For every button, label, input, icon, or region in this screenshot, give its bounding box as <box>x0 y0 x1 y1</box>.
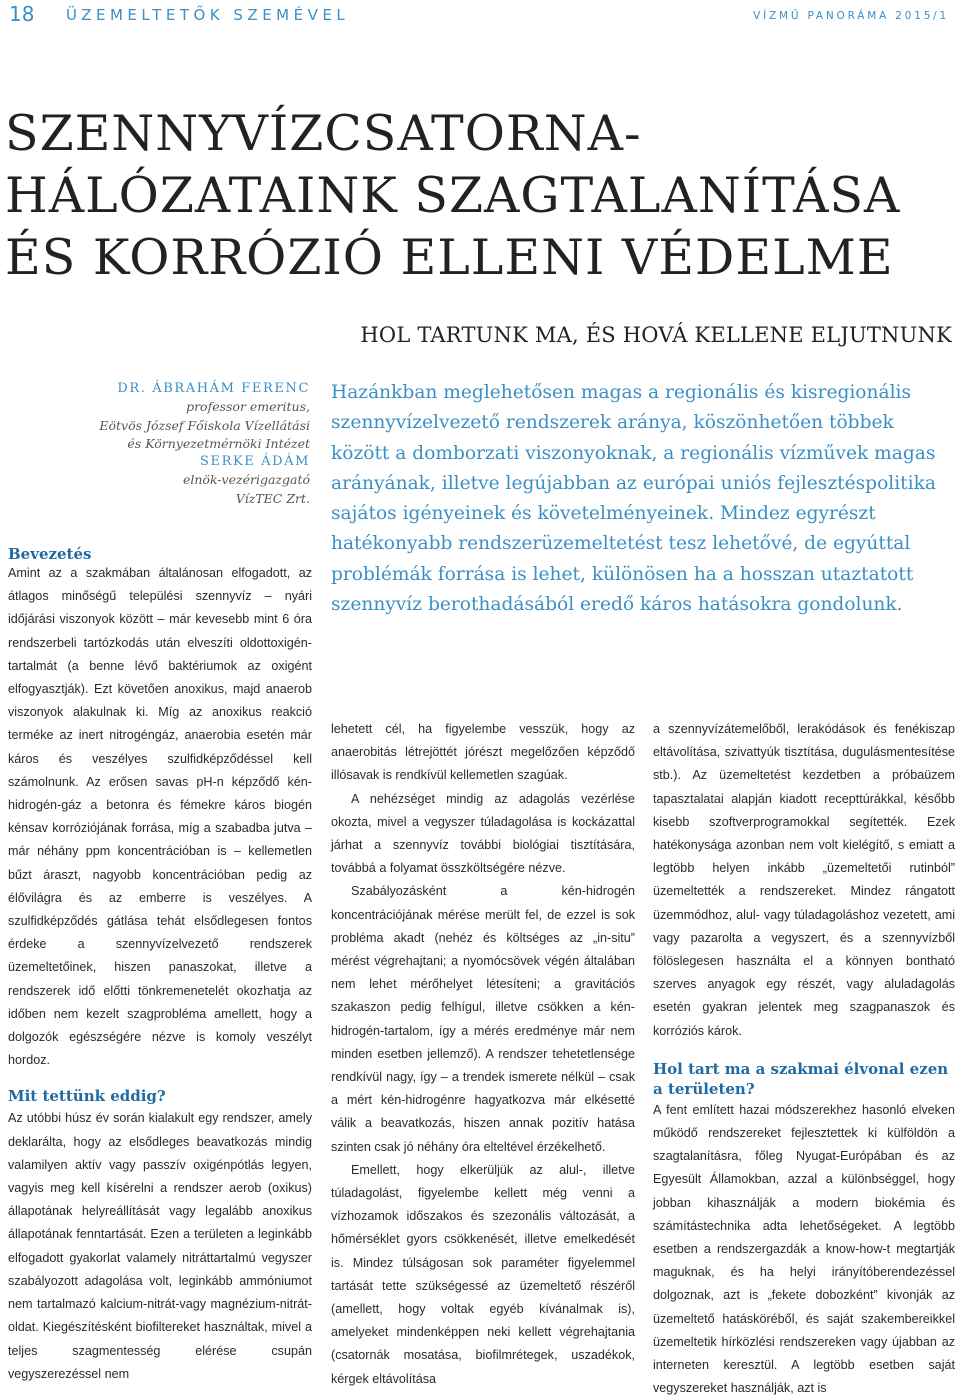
body-paragraph: A nehézséget mindig az adagolás vezérlése okozta, mivel a vegyszer túladagolása is kockázattal járhat a szennyvíz további biológiai tisztítására, továbbá a folyamat összköltségére nézve. <box>331 791 635 876</box>
article-title <box>5 103 955 289</box>
issue-label: VÍZMŰ PANORÁMA 2015/1 <box>753 10 949 22</box>
title-line: ÉS KORRÓZIÓ ELLENI VÉDELME <box>5 229 894 286</box>
body-paragraph: lehetett cél, ha figyelembe vesszük, hogy az anaerobitás létrejöttét jórészt megelőzően képződő illósavak is rendkívül kellemetlen szagúak. <box>331 722 635 783</box>
body-column-2 <box>331 718 635 1391</box>
page-header <box>0 0 960 30</box>
author-block <box>10 380 310 508</box>
section-heading: Bevezetés <box>8 545 92 563</box>
body-column-3 <box>653 718 955 1400</box>
title-line: SZENNYVÍZCSATORNA- <box>5 105 642 162</box>
author-affiliation: Eötvös József Főiskola Vízellátási <box>99 417 310 433</box>
lead-paragraph: Hazánkban meglehetősen magas a regionális és kisregionális szennyvízelvezető rendszerek aránya, köszönhetően többek között a domborzati viszonyoknak, a regionális vízművek magas arányának, illetve legújabban az európai uniós fejlesztéspolitika sajátos igényeinek és követelményeinek. Mindez egyrészt hatékonyabb rendszerüzemeltetést tesz lehetővé, de egyúttal problémák forrása is lehet, különösen ha a hosszan utaztatott szennyvíz berothadásából eredő káros hatásokra gondolunk. <box>331 382 936 616</box>
author-role: professor emeritus, <box>186 399 310 415</box>
page-number: 18 <box>9 2 35 26</box>
author-name: DR. ÁBRAHÁM FERENC <box>117 381 310 396</box>
section-label: ÜZEMELTETŐK SZEMÉVEL <box>66 6 350 24</box>
body-column-1 <box>8 545 312 1386</box>
body-paragraph: Amint az a szakmában általánosan elfogadott, az átlagos minőségű települési szennyvíz – nyári időjárási viszonyok között – már kevesebb mint 6 óra rendszerbeli tartózkodás után elveszíti oldottoxigén-tartalmát (a benne lévő baktériumok az oxigént elfogyasztják). Ezt követően anoxikus, majd anaerob viszonyok alakulnak ki. Míg az anoxikus reakció terméke az inert nitrogéngáz, anaerobia esetén már káros és veszélyes szulfidképződéssel kell számolnunk. Az erősen savas pH-n képződő kén-hidrogén-gáz a betonra és fémekre káros biogén kénsav korróziójának forrása, míg a szabadba jutva – már néhány ppm koncentrációban is – kellemetlen bűzt áraszt, nagyobb koncentrációban pedig az élővilágra és az emberre is veszélyes. A szulfidképződés gátlása tehát elsődlegesen fontos érdeke a szennyvízelvezető rendszerek üzemeltetőinek, hiszen panaszokat, illetve a rendszerek idő előtti tönkremenetelét okozhatja az időben nem kezelt szagprobléma amellett, hogy a dolgozók egészségére nézve is komoly veszélyt hordoz. <box>8 566 312 1068</box>
body-paragraph: a szennyvízátemelőből, lerakódások és fenékiszap eltávolítása, szivattyúk tisztítása, dugulásmentesítése stb.). Az üzemeltetést kezdetben a próbaüzem tapasztalatai alapján kiadott recepttúrákkal, később kisebb szoftverprogramokkal segítették. Ezek hatékonysága azonban nem volt kielégítő, s emiatt a legtöbb helyen inkább „üzemeltetői rutinból” üzemeltették a rendszereket. Mindez rángatott üzemmódhoz, alul- vagy túladagoláshoz vezetett, ami vagy pazarolta a vegyszert, és a szennyvízből fölöslegesen használta el a könnyen bontható szerves anyagok egy részét, vagy aluladagolás esetén gyakran jelentek meg szagpanaszok és korróziós károk. <box>653 722 955 1038</box>
section-heading: Hol tart ma a szakmai élvonal ezen a területen? <box>653 1059 949 1098</box>
body-paragraph: Szabályozásként a kén-hidrogén koncentrációjának mérése merült fel, de ezzel is sok probléma akadt (nehéz és költséges az „in-situ” mérést végrehajtani; a nyomócsövek végén általában nem lehet mérőhelyet létesíteni; a gravitációs szakaszon pedig felhígul, illetve csökken a kén-hidrogén-tartalom, így a mérés eredménye már nem minden esetben jellemző). A rendszer tehetetlensége rendkívül nagy, így – a trendek ismerete nélkül – csak a mért kén-hidrogénre hagyatkozva már elkésetté válik a beavatkozás, hiszen annak pozitív hatása szinten csak jó néhány óra elteltével érzékelhető. <box>331 884 635 1154</box>
section-heading: Mit tettünk eddig? <box>8 1087 166 1106</box>
body-paragraph: Az utóbbi húsz év során kialakult egy rendszer, amely deklarálta, hogy az elsődleges beavatkozás mindig valamilyen aktív vagy passzív oxigénpótlás legyen, vagyis meg kell kísérelni a rendszer aerob (oxikus) állapotának helyreállítását vagy legalább anoxikus állapotának fenntartását. Ezen a területen a leginkább elfogadott gyakorlat valamely nitráttartalmú vegyszer szabályozott adagolása volt, leginkább ammóniumot nem tartalmazó kalcium-nitrát-vagy magnézium-nitrát-oldat. Kiegészítésként biofiltereket használtak, mivel a teljes szagmentesség elérése csupán vegyszerezéssel nem <box>8 1111 312 1381</box>
body-paragraph: A fent említett hazai módszerekhez hasonló elveken működő rendszereket fejlesztettek ki külföldön a szagtalanításra, főleg Nyugat-Európában és az Egyesült Államokban, azzal a különbséggel, hogy jobban kihasználják a modern biokémia és számítástechnika adta lehetőségeket. A legtöbb esetben a rendszergazdák a know-how-t megtartják maguknak, és ha helyi irányítóberendezéssel dolgoznak, azt is „fekete dobozként” kivonják az üzemeltető hatásköréből, és saját szakembereikkel üzemeltetik hírközlési rendszereken vagy újabban az interneten keresztül. A legtöbb esetben saját vegyszereket használják, azt is <box>653 1102 955 1396</box>
article-subtitle: HOL TARTUNK MA, ÉS HOVÁ KELLENE ELJUTNUNK <box>360 323 952 347</box>
author-affiliation: VízTEC Zrt. <box>235 490 310 506</box>
author-affiliation: és Környezetmérnöki Intézet <box>127 435 310 451</box>
author-role: elnök-vezérigazgató <box>182 472 310 488</box>
title-line: HÁLÓZATAINK SZAGTALANÍTÁSA <box>5 167 901 224</box>
body-paragraph: Emellett, hogy elkerüljük az alul-, illetve túladagolást, figyelembe kellett még venni a vízhozamok időszakos és szezonális változását, a hőmérséklet gyors csökkenését, illetve emelkedését is. Mindez túlságosan sok paraméter figyelemmel tartását tette szükségessé az üzemeltető részéről (amellett, hogy voltak egyéb kívánalmak is), amelyeket mindenképpen neki kellett végrehajtania (csatornák mosatása, biofilmrétegek, uszadékok, kérgek eltávolítása <box>331 1162 635 1386</box>
author-name: SERKE ÁDÁM <box>199 454 310 470</box>
